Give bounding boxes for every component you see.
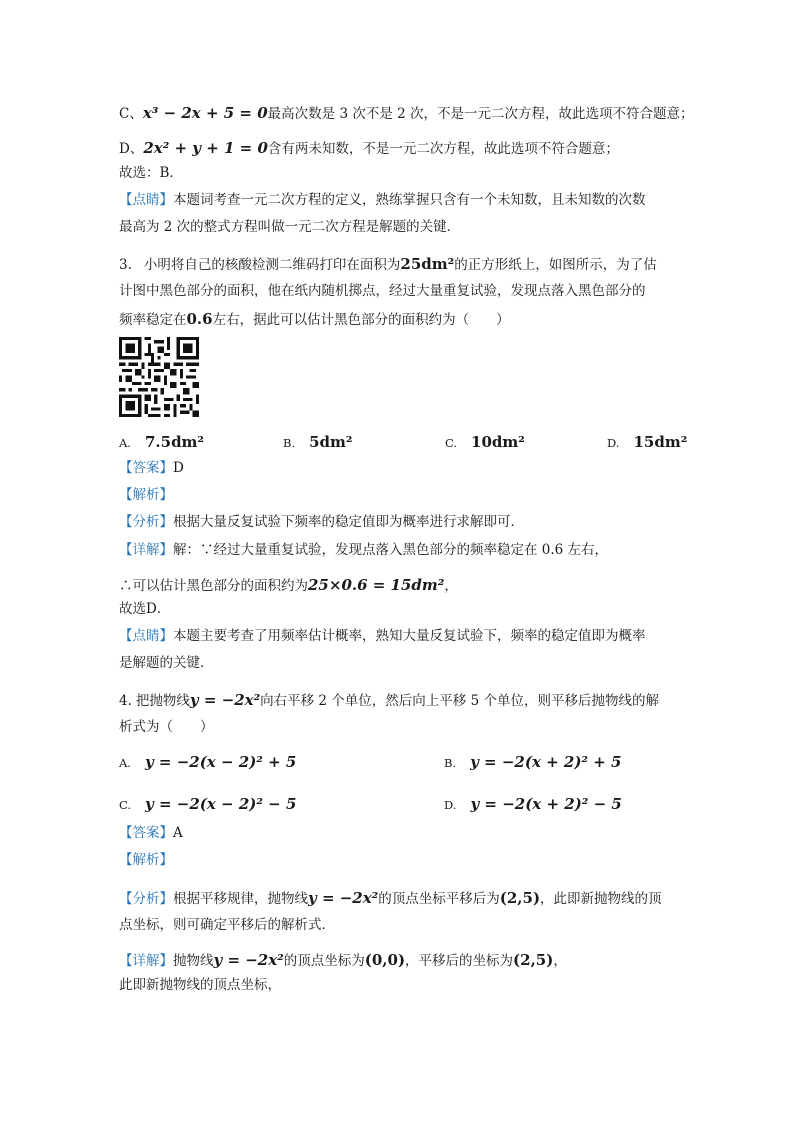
dianjing-text: 本题主要考查了用频率估计概率，熟知大量反复试验下，频率的稳定值即为概率 [173, 628, 646, 644]
equation-c: x³ − 2x + 5 = 0 [142, 104, 268, 122]
option-value: y = −2(x − 2)² − 5 [145, 795, 297, 813]
q3-option-a [119, 432, 204, 453]
q4-option-a [119, 752, 296, 773]
q3-line-b: 计图中黑色部分的面积，他在纸内随机掷点，经过大量重复试验，发现点落入黑色部分的 [119, 283, 646, 299]
option-value: y = −2(x − 2)² + 5 [144, 753, 297, 771]
option-d-explanation [119, 138, 619, 159]
option-label: A. [119, 436, 131, 450]
dianjing-1-line-a [119, 190, 646, 210]
q4-fenxi-a [119, 888, 662, 909]
option-value: y = −2(x + 2)² − 5 [470, 795, 622, 813]
q4-jiexi-tag: 【解析】 [119, 852, 173, 868]
q4-number: 4. [119, 693, 132, 709]
q3-text: 的正方形纸上，如图所示，为了估 [454, 257, 657, 273]
q3-option-d [607, 432, 687, 453]
xiangjie-tag: 【详解】 [119, 953, 173, 969]
option-label: B. [283, 436, 296, 450]
q3-text: 左右，据此可以估计黑色部分的面积约为（ ） [212, 312, 510, 328]
choose-b: 故选：B． [119, 165, 183, 181]
fenxi-text: 的顶点坐标平移后为 [378, 891, 500, 907]
q3-fenxi [119, 512, 524, 532]
therefore-text: ∴可以估计黑色部分的面积约为 [119, 578, 308, 594]
q4-answer [119, 823, 183, 843]
q3-dianjing-a [119, 626, 646, 646]
label-d: D、 [119, 141, 144, 157]
option-label: A. [119, 756, 131, 770]
q3-xiangjie [119, 540, 608, 560]
option-label: C. [119, 798, 132, 812]
q4-option-d [444, 794, 622, 815]
q3-option-b [283, 432, 352, 453]
dianjing-tag: 【点睛】 [119, 628, 173, 644]
answer-tag: 【答案】 [119, 825, 173, 841]
option-value: 7.5dm² [144, 433, 204, 451]
q3-line-c [119, 309, 510, 330]
xiangjie-text: ， [553, 953, 567, 969]
text-c: 最高次数是 3 次不是 2 次，不是一元二次方程，故此选项不符合题意； [267, 106, 694, 122]
dianjing-tag: 【点睛】 [119, 192, 173, 208]
answer-value: D [173, 460, 184, 476]
vertex-translated: (2,5) [513, 951, 554, 969]
q4-xiangjie-b: 此即新抛物线的顶点坐标， [119, 977, 281, 993]
q4-line-a [119, 690, 659, 711]
q4-option-c [119, 794, 296, 815]
q4-option-b [444, 752, 621, 773]
q3-choose: 故选D． [119, 601, 171, 617]
option-value: 15dm² [633, 433, 688, 451]
xiangjie-tag: 【详解】 [119, 542, 173, 558]
q4-text: 向右平移 2 个单位，然后向上平移 5 个单位，则平移后抛物线的解 [260, 693, 659, 709]
q3-area: 25dm² [400, 255, 455, 273]
option-value: y = −2(x + 2)² + 5 [470, 753, 622, 771]
fenxi-text: 根据平移规律，抛物线 [173, 891, 308, 907]
answer-tag: 【答案】 [119, 460, 173, 476]
option-label: C. [445, 436, 458, 450]
q3-number: 3. [119, 257, 132, 273]
q4-line-b: 析式为（ ） [119, 719, 214, 735]
q4-equation: y = −2x² [189, 691, 261, 709]
q3-therefore [119, 575, 458, 596]
label-c: C、 [119, 106, 143, 122]
q4-text: 把抛物线 [135, 693, 190, 709]
q3-option-c [445, 432, 525, 453]
xiangjie-equation: y = −2x² [213, 951, 284, 969]
xiangjie-text: 抛物线 [173, 953, 214, 969]
option-label: D. [444, 798, 457, 812]
q3-dianjing-b: 是解题的关键． [119, 655, 214, 671]
equation-d: 2x² + y + 1 = 0 [143, 139, 268, 157]
q3-text: 小明将自己的核酸检测二维码打印在面积为 [143, 257, 401, 273]
dianjing-text: 本题词考查一元二次方程的定义，熟练掌握只含有一个未知数，且未知数的次数 [173, 192, 646, 208]
dianjing-1-line-b: 最高为 2 次的整式方程叫做一元二次方程是解题的关键． [119, 219, 461, 235]
q3-jiexi-tag: 【解析】 [119, 487, 173, 503]
option-value: 5dm² [309, 433, 353, 451]
q4-fenxi-b: 点坐标，则可确定平移后的解析式． [119, 917, 335, 933]
option-label: D. [607, 436, 620, 450]
option-label: B. [444, 756, 457, 770]
fenxi-equation: y = −2x² [308, 889, 379, 907]
fenxi-point: (2,5) [499, 889, 541, 907]
q3-frequency: 0.6 [186, 310, 213, 328]
fenxi-tag: 【分析】 [119, 891, 173, 907]
q3-calculation: 25×0.6 = 15dm² [308, 576, 445, 594]
fenxi-text: ，此即新抛物线的顶 [540, 891, 662, 907]
q4-xiangjie-a [119, 950, 567, 971]
xiangjie-text: 的顶点坐标为 [283, 953, 365, 969]
xiangjie-text: ，平移后的坐标为 [405, 953, 514, 969]
xiangjie-text: 解：∵经过大量重复试验，发现点落入黑色部分的频率稳定在 0.6 左右， [173, 542, 609, 558]
option-value: 10dm² [471, 433, 525, 451]
comma: ， [444, 578, 458, 594]
fenxi-text: 根据大量反复试验下频率的稳定值即为概率进行求解即可． [173, 514, 524, 530]
vertex-original: (0,0) [364, 951, 406, 969]
text-d: 含有两未知数，不是一元二次方程，故此选项不符合题意； [267, 141, 619, 157]
q3-line-a [119, 254, 657, 275]
qr-code-image [119, 337, 199, 417]
q3-text: 频率稳定在 [119, 312, 187, 328]
fenxi-tag: 【分析】 [119, 514, 173, 530]
answer-value: A [173, 825, 183, 841]
option-c-explanation [119, 103, 694, 124]
q3-answer [119, 458, 184, 478]
